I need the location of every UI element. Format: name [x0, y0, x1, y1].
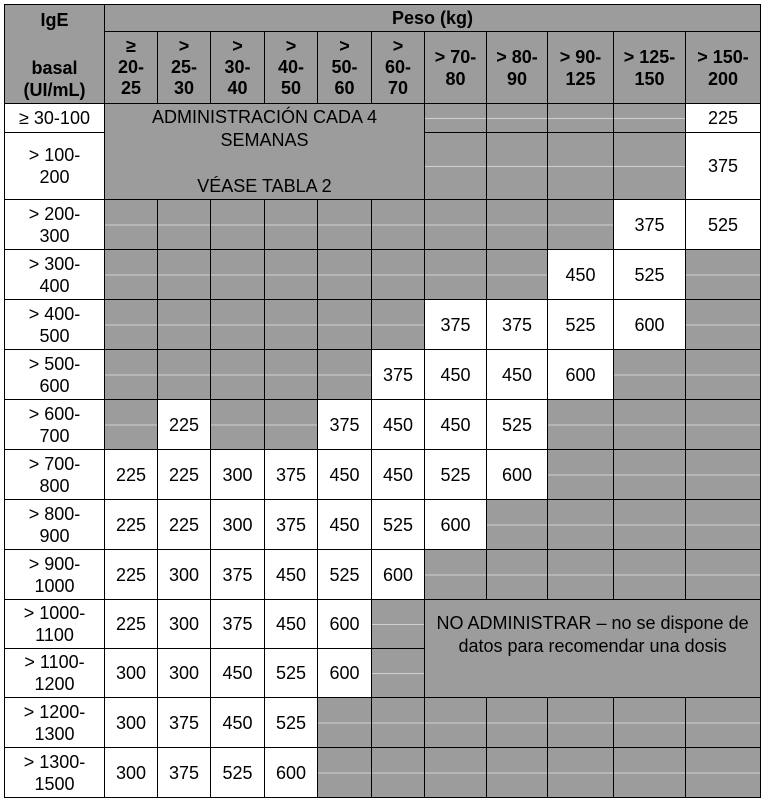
shaded-cell — [372, 600, 425, 649]
table-row — [5, 350, 761, 400]
shaded-cell — [548, 104, 614, 133]
shaded-cell — [372, 748, 425, 798]
shaded-cell — [105, 300, 158, 350]
shaded-cell — [318, 748, 372, 798]
dose-cell: 525 — [425, 450, 487, 500]
dose-cell: 375 — [211, 600, 265, 649]
dose-cell: 525 — [265, 698, 318, 748]
dose-cell: 525 — [548, 300, 614, 350]
dose-cell: 450 — [372, 450, 425, 500]
shaded-cell — [614, 104, 686, 133]
table-row — [5, 550, 761, 600]
table-row — [5, 200, 761, 250]
ige-range-label: > 700- 800 — [5, 450, 105, 500]
table-row — [5, 400, 761, 450]
dose-cell: 300 — [105, 748, 158, 798]
dose-cell: 375 — [686, 133, 761, 200]
dose-cell: 600 — [372, 550, 425, 600]
shaded-cell — [614, 450, 686, 500]
weight-column-header: > 40- 50 — [265, 32, 318, 104]
table-row — [5, 104, 761, 133]
shaded-cell — [265, 200, 318, 250]
dose-cell: 225 — [158, 450, 211, 500]
shaded-cell — [487, 200, 548, 250]
shaded-cell — [614, 350, 686, 400]
shaded-cell — [211, 200, 265, 250]
dose-cell: 450 — [318, 450, 372, 500]
shaded-cell — [425, 250, 487, 300]
shaded-cell — [686, 300, 761, 350]
shaded-cell — [318, 300, 372, 350]
dose-cell: 375 — [158, 698, 211, 748]
dose-cell: 450 — [265, 600, 318, 649]
shaded-cell — [614, 698, 686, 748]
ige-range-label: > 500- 600 — [5, 350, 105, 400]
shaded-cell — [158, 200, 211, 250]
dosing-table — [4, 4, 761, 798]
shaded-cell — [372, 300, 425, 350]
shaded-cell — [548, 698, 614, 748]
every-4-weeks-line2: SEMANAS — [220, 130, 309, 150]
table-row — [5, 698, 761, 748]
shaded-cell — [487, 500, 548, 550]
table-row — [5, 748, 761, 798]
weight-column-header: > 70- 80 — [425, 32, 487, 104]
shaded-cell — [686, 500, 761, 550]
dose-cell: 450 — [372, 400, 425, 450]
ige-header-basal: basal — [31, 58, 78, 78]
dose-cell: 600 — [318, 600, 372, 649]
weight-column-header: ≥ 20- 25 — [105, 32, 158, 104]
ige-range-label: > 1000- 1100 — [5, 600, 105, 649]
dose-cell: 525 — [318, 550, 372, 600]
shaded-cell — [614, 400, 686, 450]
shaded-cell — [211, 350, 265, 400]
shaded-cell — [487, 550, 548, 600]
table-row — [5, 450, 761, 500]
dose-cell: 225 — [105, 450, 158, 500]
shaded-cell — [487, 104, 548, 133]
ige-range-label: > 1300- 1500 — [5, 748, 105, 798]
weight-column-header: > 50- 60 — [318, 32, 372, 104]
shaded-cell — [158, 350, 211, 400]
shaded-cell — [318, 200, 372, 250]
no-administer-note: NO ADMINISTRAR – no se dispone de datos para recomendar una dosis — [425, 600, 761, 698]
shaded-cell — [372, 649, 425, 698]
shaded-cell — [487, 133, 548, 200]
shaded-cell — [548, 500, 614, 550]
dose-cell: 525 — [265, 649, 318, 698]
dose-cell: 450 — [425, 400, 487, 450]
dose-cell: 375 — [487, 300, 548, 350]
ige-range-label: > 1200- 1300 — [5, 698, 105, 748]
shaded-cell — [318, 350, 372, 400]
dose-cell: 300 — [105, 649, 158, 698]
shaded-cell — [105, 400, 158, 450]
dose-cell: 225 — [158, 400, 211, 450]
shaded-cell — [372, 698, 425, 748]
shaded-cell — [158, 250, 211, 300]
dose-cell: 375 — [211, 550, 265, 600]
dose-cell: 525 — [614, 250, 686, 300]
table-row — [5, 250, 761, 300]
ige-range-label: ≥ 30-100 — [5, 104, 105, 133]
ige-header-title: IgE — [40, 10, 69, 30]
shaded-cell — [105, 200, 158, 250]
dose-cell: 525 — [686, 200, 761, 250]
shaded-cell — [265, 300, 318, 350]
dose-cell: 375 — [265, 500, 318, 550]
dose-cell: 300 — [158, 550, 211, 600]
ige-range-label: > 600- 700 — [5, 400, 105, 450]
weight-header: Peso (kg) — [105, 5, 761, 32]
weight-column-header: > 30- 40 — [211, 32, 265, 104]
dose-cell: 375 — [318, 400, 372, 450]
shaded-cell — [425, 550, 487, 600]
dose-cell: 600 — [614, 300, 686, 350]
dose-cell: 525 — [372, 500, 425, 550]
dose-cell: 375 — [158, 748, 211, 798]
shaded-cell — [425, 104, 487, 133]
shaded-cell — [548, 748, 614, 798]
dose-cell: 450 — [548, 250, 614, 300]
shaded-cell — [686, 450, 761, 500]
shaded-cell — [686, 350, 761, 400]
dose-cell: 300 — [211, 500, 265, 550]
shaded-cell — [686, 698, 761, 748]
dose-cell: 525 — [487, 400, 548, 450]
shaded-cell — [548, 450, 614, 500]
dose-cell: 225 — [105, 500, 158, 550]
shaded-cell — [265, 400, 318, 450]
dose-cell: 300 — [105, 698, 158, 748]
shaded-cell — [614, 550, 686, 600]
dose-cell: 600 — [425, 500, 487, 550]
shaded-cell — [105, 350, 158, 400]
shaded-cell — [211, 250, 265, 300]
shaded-cell — [265, 250, 318, 300]
dose-cell: 450 — [211, 649, 265, 698]
ige-range-label: > 200- 300 — [5, 200, 105, 250]
shaded-cell — [487, 250, 548, 300]
ige-range-label: > 800- 900 — [5, 500, 105, 550]
shaded-cell — [372, 200, 425, 250]
dose-cell: 375 — [614, 200, 686, 250]
weight-column-header: > 60- 70 — [372, 32, 425, 104]
shaded-cell — [425, 200, 487, 250]
weight-column-header: > 80- 90 — [487, 32, 548, 104]
shaded-cell — [686, 748, 761, 798]
dose-cell: 375 — [265, 450, 318, 500]
dose-cell: 450 — [425, 350, 487, 400]
shaded-cell — [158, 300, 211, 350]
ige-header-unit: (UI/mL) — [23, 80, 86, 100]
shaded-cell — [425, 748, 487, 798]
shaded-cell — [105, 250, 158, 300]
weight-column-header: > 150- 200 — [686, 32, 761, 104]
shaded-cell — [548, 133, 614, 200]
dose-cell: 300 — [158, 600, 211, 649]
dose-cell: 450 — [265, 550, 318, 600]
dose-cell: 450 — [318, 500, 372, 550]
shaded-cell — [318, 250, 372, 300]
dose-cell: 225 — [105, 550, 158, 600]
table-row — [5, 500, 761, 550]
dose-cell: 375 — [372, 350, 425, 400]
ige-range-label: > 1100- 1200 — [5, 649, 105, 698]
shaded-cell — [211, 300, 265, 350]
shaded-cell — [425, 698, 487, 748]
shaded-cell — [487, 698, 548, 748]
weight-column-header: > 125- 150 — [614, 32, 686, 104]
ige-header — [5, 5, 105, 104]
table-row — [5, 300, 761, 350]
dose-cell: 300 — [158, 649, 211, 698]
weight-column-header: > 25- 30 — [158, 32, 211, 104]
shaded-cell — [211, 400, 265, 450]
ige-range-label: > 300- 400 — [5, 250, 105, 300]
shaded-cell — [487, 748, 548, 798]
shaded-cell — [686, 250, 761, 300]
shaded-cell — [318, 698, 372, 748]
dose-cell: 225 — [686, 104, 761, 133]
every-4-weeks-note — [105, 104, 425, 200]
shaded-cell — [614, 500, 686, 550]
dose-cell: 600 — [548, 350, 614, 400]
shaded-cell — [372, 250, 425, 300]
dose-cell: 225 — [158, 500, 211, 550]
shaded-cell — [686, 550, 761, 600]
dose-cell: 600 — [265, 748, 318, 798]
shaded-cell — [686, 400, 761, 450]
shaded-cell — [614, 748, 686, 798]
dose-cell: 450 — [211, 698, 265, 748]
shaded-cell — [548, 400, 614, 450]
shaded-cell — [548, 200, 614, 250]
shaded-cell — [425, 133, 487, 200]
every-4-weeks-line1: ADMINISTRACIÓN CADA 4 — [151, 107, 378, 127]
ige-range-label: > 900- 1000 — [5, 550, 105, 600]
shaded-cell — [548, 550, 614, 600]
shaded-cell — [265, 350, 318, 400]
dose-cell: 525 — [211, 748, 265, 798]
ige-range-label: > 100- 200 — [5, 133, 105, 200]
dose-cell: 225 — [105, 600, 158, 649]
ige-range-label: > 400- 500 — [5, 300, 105, 350]
see-table-2: VÉASE TABLA 2 — [197, 176, 332, 196]
dose-cell: 600 — [487, 450, 548, 500]
dose-cell: 375 — [425, 300, 487, 350]
weight-column-header: > 90- 125 — [548, 32, 614, 104]
dose-cell: 450 — [487, 350, 548, 400]
dose-cell: 600 — [318, 649, 372, 698]
table-row — [5, 600, 761, 649]
shaded-cell — [614, 133, 686, 200]
dose-cell: 300 — [211, 450, 265, 500]
